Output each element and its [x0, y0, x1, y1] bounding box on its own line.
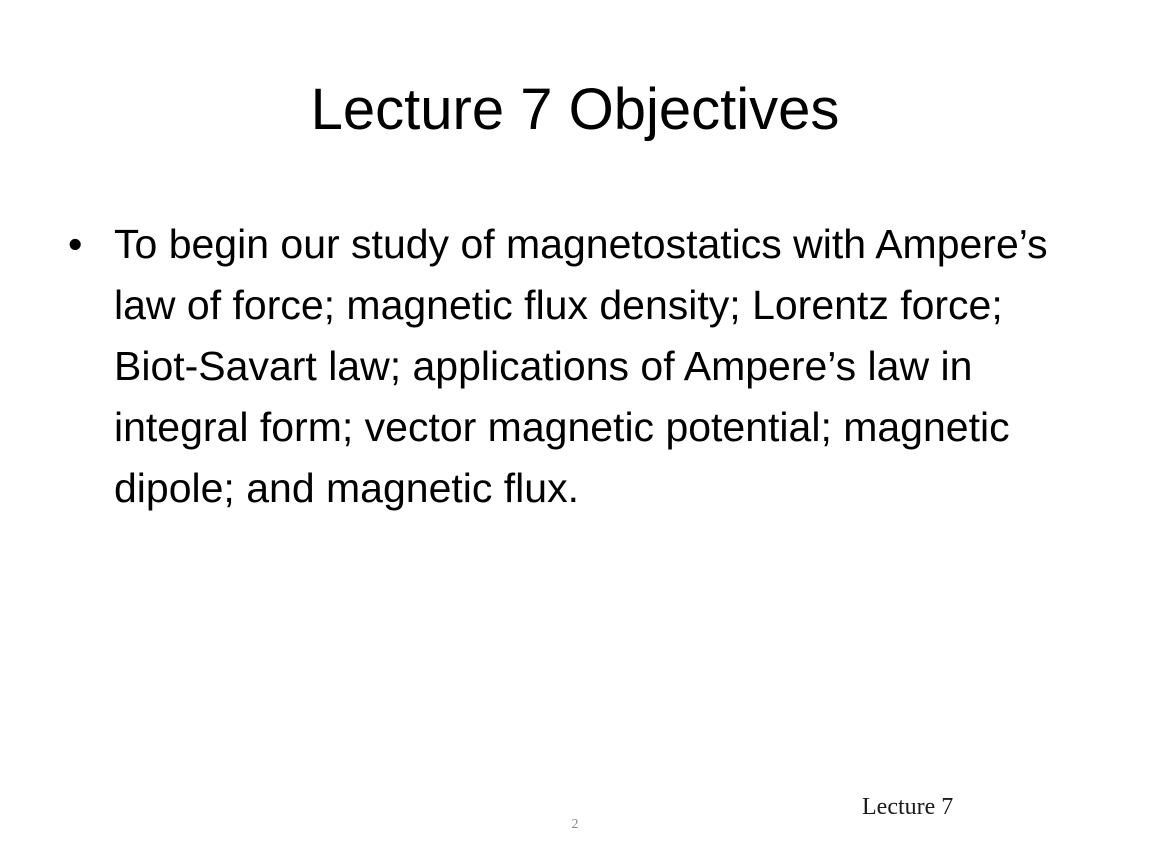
- bullet-list: [66, 214, 1076, 519]
- bullet-icon: •: [68, 221, 83, 267]
- bullet-item: [66, 214, 1076, 519]
- slide-number: 2: [571, 817, 579, 832]
- slide-title: Lecture 7 Objectives: [310, 77, 840, 142]
- bullet-text: To begin our study of magnetostatics with Ampere’s law of force; magnetic flux density; Lorentz force; Biot-Savart law; applications of Ampere’s law in integral form; vector magnetic potential; magnetic dipole; and magnetic flux.: [114, 221, 1048, 511]
- footer-label: Lecture 7: [862, 794, 954, 820]
